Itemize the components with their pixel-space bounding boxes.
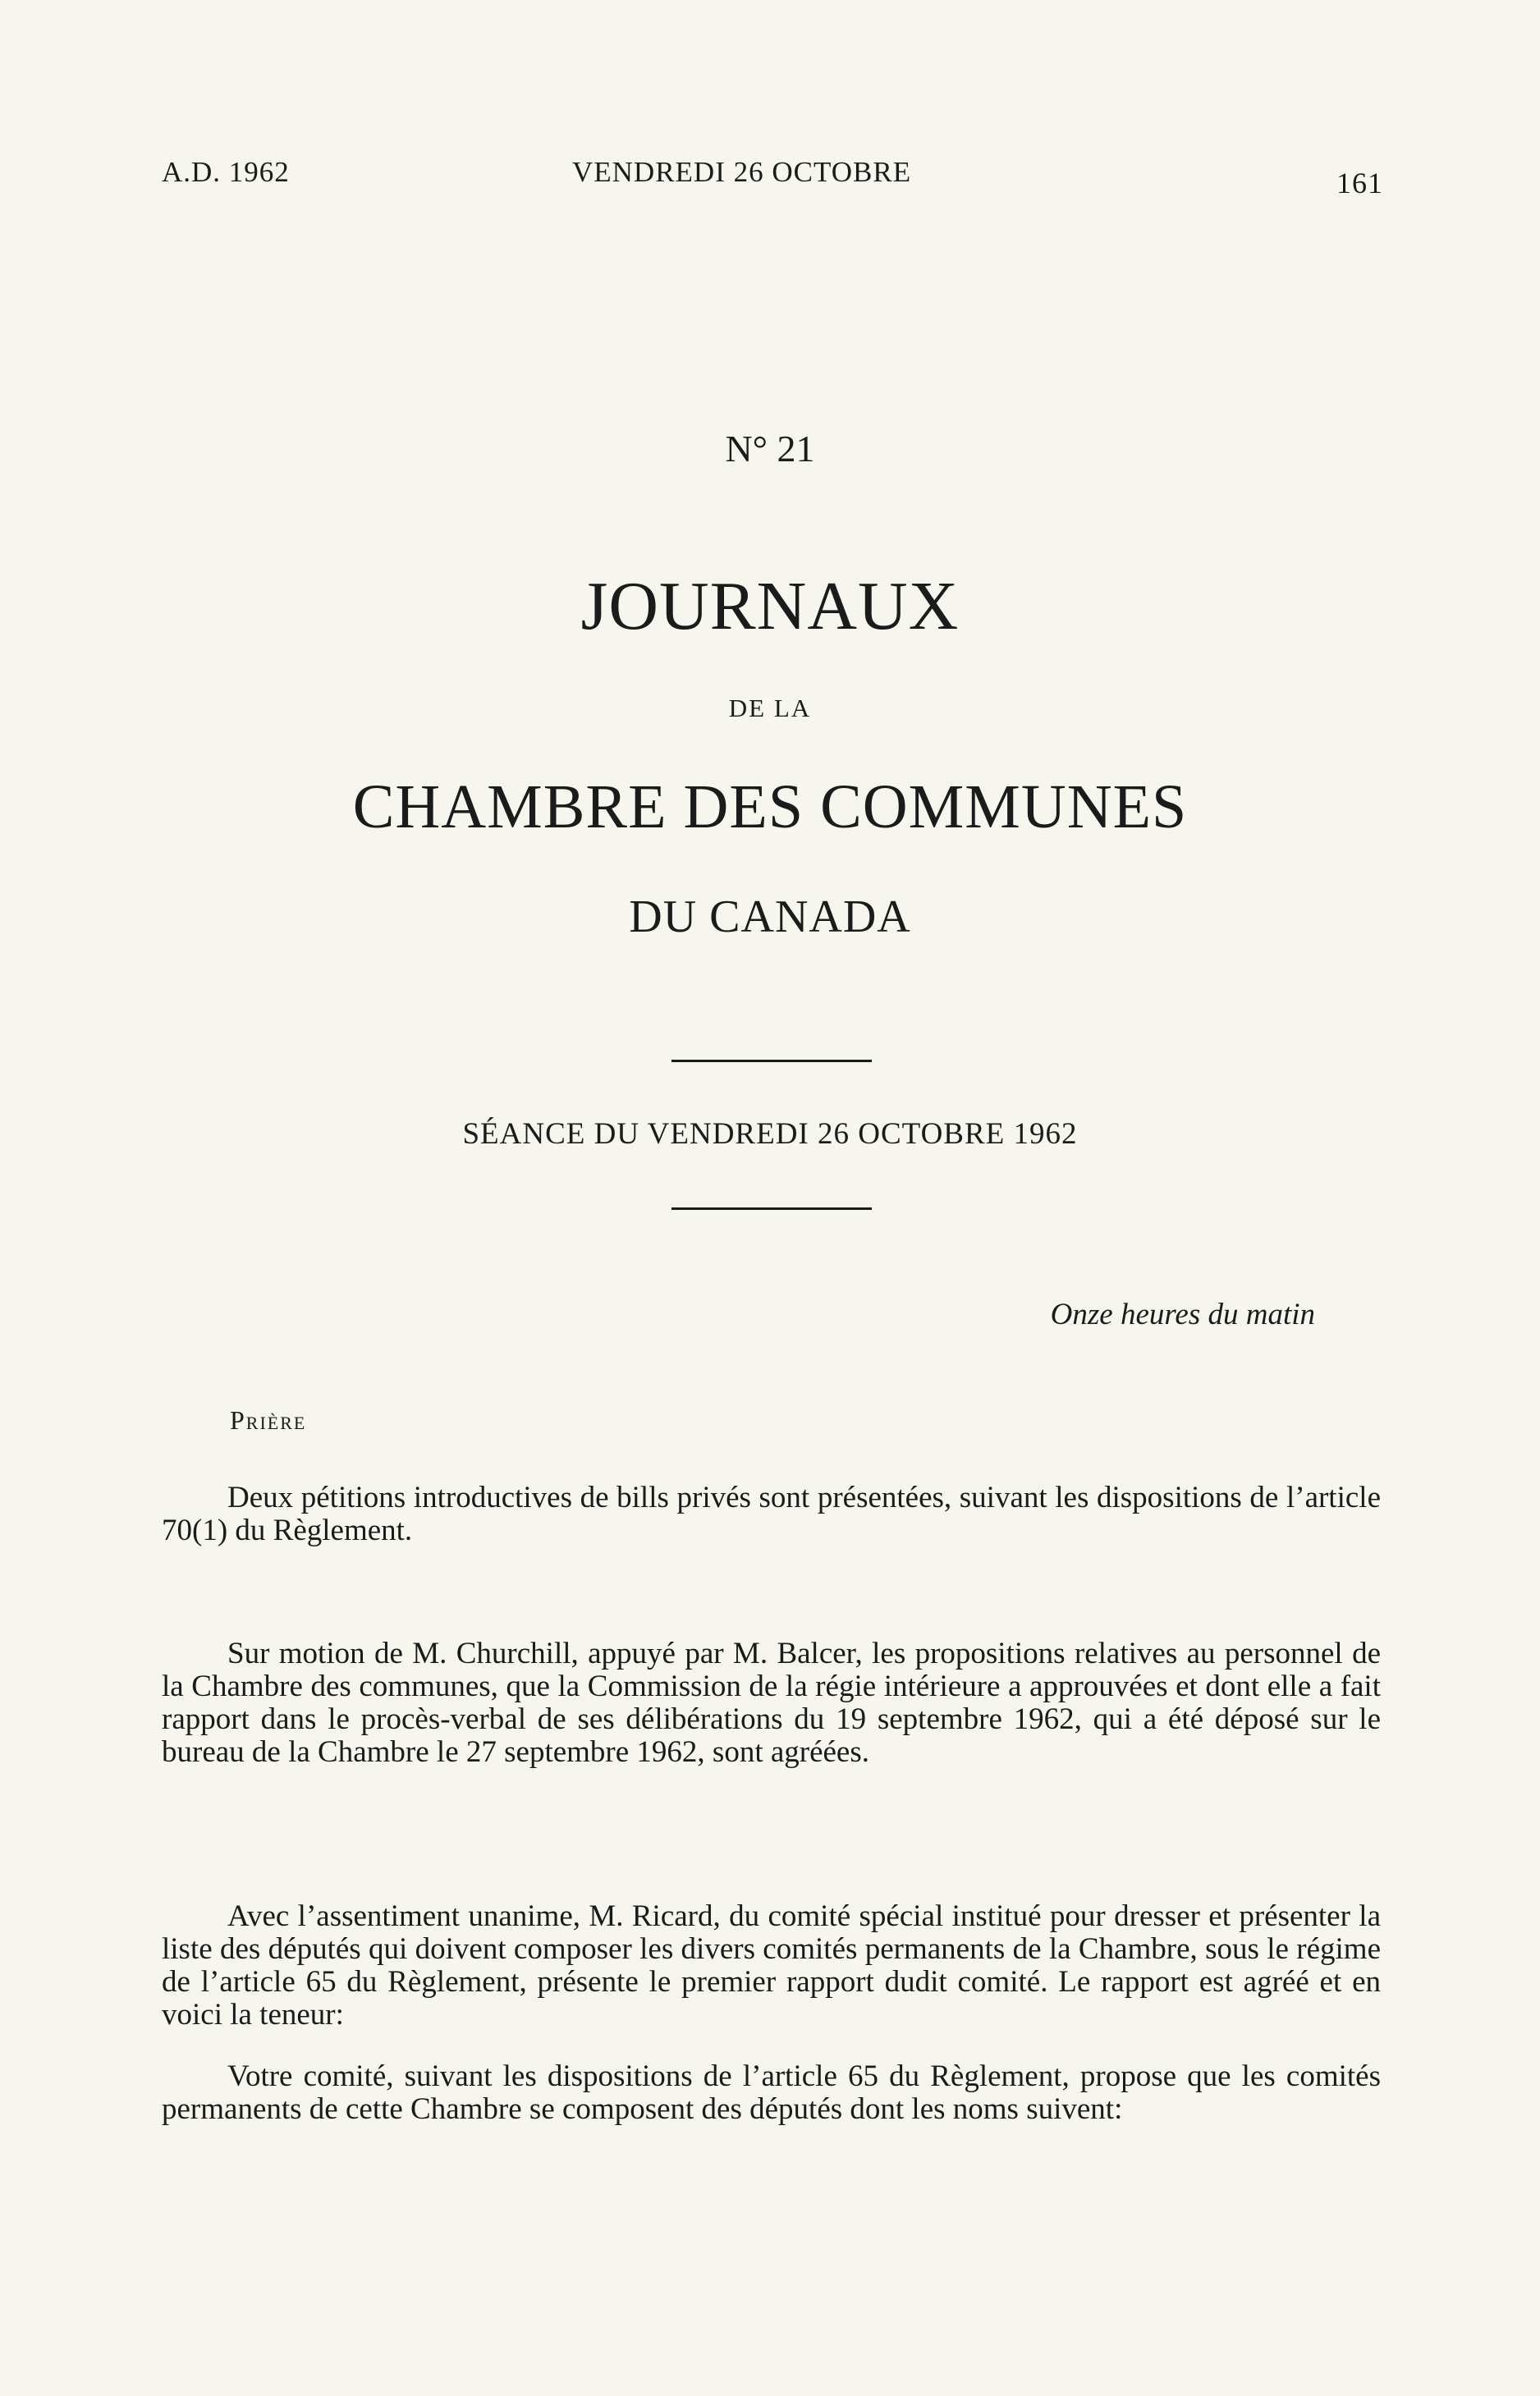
section-label-priere: Prière bbox=[230, 1405, 307, 1435]
title-de-la: DE LA bbox=[728, 694, 812, 722]
issue-number: N° 21 bbox=[725, 428, 815, 470]
divider-bottom bbox=[671, 1207, 872, 1210]
divider-top bbox=[671, 1060, 872, 1062]
title-chambre-des-communes: CHAMBRE DES COMMUNES bbox=[352, 772, 1188, 841]
session-heading: SÉANCE DU VENDREDI 26 OCTOBRE 1962 bbox=[462, 1117, 1078, 1151]
running-head-date: VENDREDI 26 OCTOBRE bbox=[572, 156, 912, 188]
paragraph-committee-proposal: Votre comité, suivant les dispositions de l’article 65 du Règlement, propose que les comités permanents de cette Chambre se composent des députés dont les noms suivent: bbox=[162, 2059, 1381, 2126]
title-journaux: JOURNAUX bbox=[580, 568, 960, 644]
running-head-year: A.D. 1962 bbox=[162, 156, 290, 188]
paragraph-motion-churchill: Sur motion de M. Churchill, appuyé par M. Balcer, les propositions relatives au personnel de la Chambre des communes, que la Commission de la régie intérieure a approuvées et dont elle a fait rapport dans le procès-verbal de ses délibérations du 19 septembre 1962, qui a été déposé sur le bureau de la Chambre le 27 septembre 1962, sont agréées. bbox=[162, 1637, 1381, 1769]
page-number: 161 bbox=[1336, 167, 1383, 199]
paragraph-ricard-report: Avec l’assentiment unanime, M. Ricard, du comité spécial institué pour dresser et présenter la liste des députés qui doivent composer les divers comités permanents de la Chambre, sous le régime de l’article 65 du Règlement, présente le premier rapport dudit comité. Le rapport est agréé et en voici la teneur: bbox=[162, 1899, 1381, 2032]
session-time: Onze heures du matin bbox=[1050, 1298, 1315, 1331]
running-head bbox=[0, 156, 1540, 197]
title-du-canada: DU CANADA bbox=[629, 891, 911, 942]
paragraph-petitions: Deux pétitions introductives de bills privés sont présentées, suivant les dispositions de l’article 70(1) du Règlement. bbox=[162, 1481, 1381, 1547]
